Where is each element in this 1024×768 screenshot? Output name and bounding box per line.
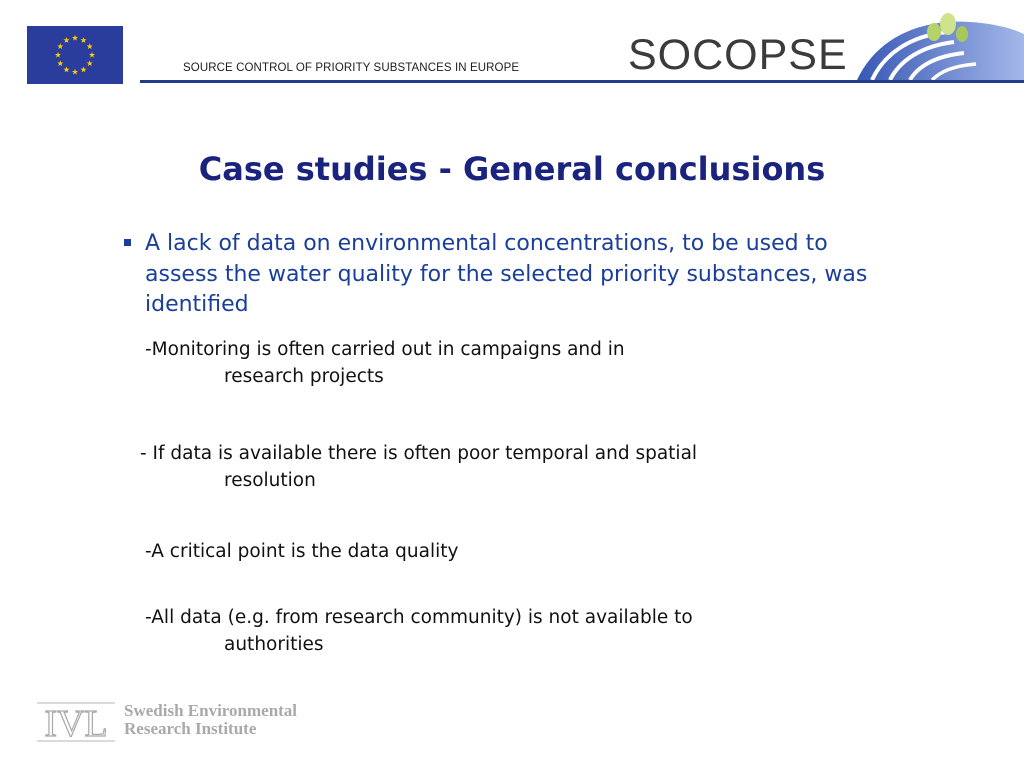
droplet-icon [927,23,941,41]
sub-item-line: -Monitoring is often carried out in campaigns and in [145,339,625,360]
eu-star-icon [57,60,63,66]
bullet-square-icon [124,239,131,246]
main-bullet-text: A lack of data on environmental concentrations, to be used to assess the water quality for the selected priority substances, was identified [145,231,868,317]
eu-flag-logo [27,26,123,84]
socopse-wave-logo [852,8,1024,82]
eu-star-icon [87,60,93,66]
header-subtitle: SOURCE CONTROL OF PRIORITY SUBSTANCES IN EUROPE [183,62,520,74]
eu-star-icon [72,35,78,41]
sub-item-line: - If data is available there is often poor temporal and spatial [140,443,698,464]
header-divider [140,80,1024,83]
ivl-logo-text: IVL [44,703,108,744]
eu-star-icon [87,43,93,49]
sub-item [145,336,625,390]
sub-item [145,538,458,565]
eu-stars-icon [27,26,123,84]
eu-star-icon [57,43,63,49]
sub-item-line: -All data (e.g. from research community) is not available to [145,607,693,628]
sub-item [145,604,693,658]
brand-name: SOCOPSE [628,31,848,79]
eu-star-icon [63,67,69,73]
sub-item-line-continued: research projects [224,366,384,387]
eu-star-icon [80,37,86,43]
institute-name [124,702,297,738]
institute-name-line: Research Institute [124,719,257,738]
slide-title: Case studies - General conclusions [198,150,826,188]
eu-star-icon [89,52,95,58]
droplet-icon [956,26,968,42]
sub-item-line-continued: authorities [224,634,324,655]
ivl-logo [37,700,115,744]
eu-star-icon [72,69,78,75]
sub-item-line-continued: resolution [224,470,316,491]
eu-star-icon [63,37,69,43]
sub-item-line: -A critical point is the data quality [145,541,459,562]
droplet-icon [940,13,956,35]
sub-item [140,440,697,494]
institute-name-line: Swedish Environmental [124,701,298,720]
eu-star-icon [80,67,86,73]
eu-star-icon [55,52,61,58]
